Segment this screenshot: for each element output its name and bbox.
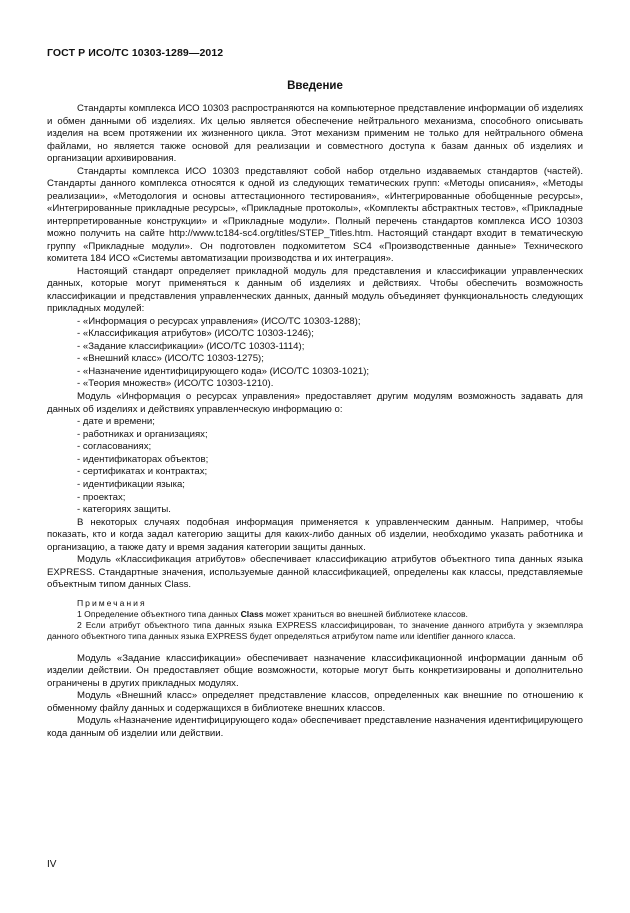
- paragraph-module-purpose: Настоящий стандарт определяет прикладной модуль для представления и классификации управленческих данных, которые могут применяться к данным об изделиях и действиях. Чтобы обеспечить возможность классификации и представления управленческих данных, данный модуль объединяет функциональность следующих прикладных модулей:: [47, 265, 583, 314]
- list-item: - дате и времени;: [77, 416, 155, 428]
- class-keyword: Class: [240, 609, 264, 620]
- list-item: - согласованиях;: [77, 441, 152, 453]
- closing-paragraphs: [47, 653, 583, 741]
- note-1: 1 Определение объектного типа данных Class может храниться во внешней библиотеке классов.: [77, 609, 468, 620]
- list-item: - «Задание классификации» (ИСО/ТС 10303-1114);: [77, 340, 305, 352]
- standard-header: ГОСТ Р ИСО/ТС 10303-1289—2012: [47, 47, 224, 59]
- paragraph-external-class: Модуль «Внешний класс» определяет представление классов, определенных как внешние по отношению к обменному файлу данных и содержащихся в библиотеке внешних классов.: [47, 690, 583, 714]
- paragraph-classification-assignment: Модуль «Задание классификации» обеспечивает назначение классификационной информации данным об изделии действии. Он предоставляет общие возможности, которые могут быть конкретизированы и дополнительно ограничены в других прикладных модулях.: [47, 652, 583, 689]
- list-item: - сертификатах и контрактах;: [77, 466, 208, 478]
- document-body: [47, 103, 583, 740]
- info-list: [47, 416, 583, 517]
- paragraph-management-info: Модуль «Информация о ресурсах управления» предоставляет другим модулям возможность задавать для данных об изделиях и действиях управленческую информацию о:: [47, 391, 583, 415]
- page-number: IV: [47, 859, 57, 870]
- list-item: - «Назначение идентифицирующего кода» (ИСО/ТС 10303-1021);: [77, 365, 370, 377]
- paragraph-example: В некоторых случаях подобная информация применяется к управленческим данным. Например, чтобы показать, кто и когда задал категорию защиты для каких-либо данных об изделии, необходимо указать работника и организацию, а также дату и время задания категории защиты данных.: [47, 516, 583, 553]
- notes-block: [47, 598, 583, 643]
- modules-list: [47, 316, 583, 392]
- note-2: 2 Если атрибут объектного типа данных языка EXPRESS классифицирован, то значение данного атрибута у экземпляра данного объектного типа данных языка EXPRESS будет определяться атрибутом name или identifier данного класса.: [47, 620, 583, 642]
- list-item: - «Внешний класс» (ИСО/ТС 10303-1275);: [77, 353, 264, 365]
- list-item: - «Информация о ресурсах управления» (ИСО/ТС 10303-1288);: [77, 315, 361, 327]
- section-title: Введение: [287, 80, 343, 92]
- notes-heading: Примечания: [77, 597, 147, 608]
- paragraph-standards-set: Стандарты комплекса ИСО 10303 представляют собой набор отдельно издаваемых стандартов (частей). Стандарты данного комплекса относятся к одной из следующих тематических групп: «Методы описания», «Методы реализации», «Методология и основы аттестационного тестирования», «Интегрированные обобщенные ресурсы», «Интегрированные прикладные ресурсы», «Прикладные протоколы», «Комплекты абстрактных тестов», «Прикладные интерпретированные конструкции» и «Прикладные модули». Полный перечень стандартов комплекса ИСО 10303 можно получить на сайте http://www.tc184-sc4.org/titles/STEP_Titles.htm. Настоящий стандарт входит в тематическую группу «Прикладные модули». Он подготовлен подкомитетом SC4 «Производственные данные» Технического комитета 184 ИСО «Системы автоматизации производства и их интеграция».: [47, 165, 583, 264]
- list-item: - идентификаторах объектов;: [77, 453, 209, 465]
- list-item: - категориях защиты.: [77, 504, 171, 516]
- paragraph-attribute-classification: Модуль «Классификация атрибутов» обеспечивает классификацию атрибутов объектного типа данных языка EXPRESS. Стандартные значения, используемые данной классификацией, определены как классы, представляемые объектным типом данных Class.: [47, 554, 583, 591]
- list-item: - «Классификация атрибутов» (ИСО/ТС 10303-1246);: [77, 328, 314, 340]
- list-item: - «Теория множеств» (ИСО/ТС 10303-1210).: [77, 378, 274, 390]
- list-item: - идентификации языка;: [77, 479, 185, 491]
- list-item: - проектах;: [77, 491, 126, 503]
- paragraph-intro: Стандарты комплекса ИСО 10303 распространяются на компьютерное представление информации об изделиях и обмен данными об изделиях. Их целью является обеспечение нейтрального механизма, способного описывать изделия на всем протяжении их жизненного цикла. Этот механизм применим не только для нейтрального обмена файлами, но является также основой для реализации и совместного доступа к базам данных об изделиях и организации архивирования.: [47, 103, 583, 164]
- paragraph-identification-code: Модуль «Назначение идентифицирующего кода» обеспечивает представление назначения идентифицирующего кода данным об изделии или действии.: [47, 715, 583, 739]
- list-item: - работниках и организациях;: [77, 428, 208, 440]
